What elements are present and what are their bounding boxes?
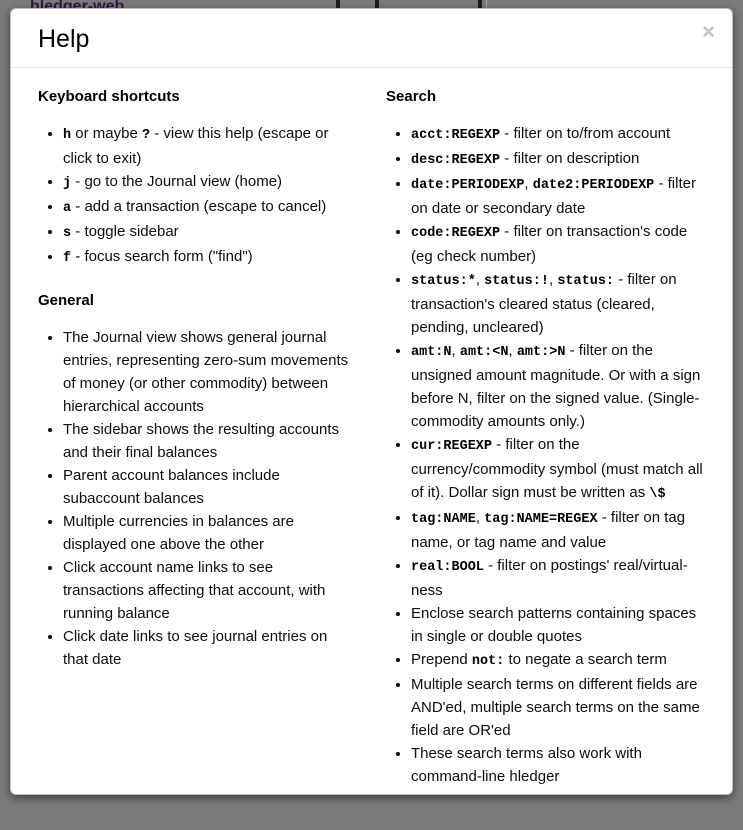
list-item: • Parent account balances include subaccount balances — [63, 464, 353, 510]
code-term: code:REGEXP — [411, 226, 501, 241]
list-item: • code:REGEXP - filter on transaction's code (eg check number) — [411, 220, 706, 268]
list-item: • The Journal view shows general journal entries, representing zero-sum movements of money (or other commodity) between hierarchical accounts — [63, 326, 353, 418]
background-heading-fragment — [375, 0, 379, 8]
list-item: • acct:REGEXP - filter on to/from account — [411, 122, 706, 147]
background-divider — [486, 0, 487, 8]
close-icon[interactable]: × — [702, 19, 715, 44]
list-item: • s - toggle sidebar — [63, 220, 353, 245]
background-heading-fragment — [336, 0, 340, 8]
code-term: \$ — [649, 487, 666, 502]
list-item: • cur:REGEXP - filter on the currency/commodity symbol (must match all of it). Dollar sign must be written as \$ — [411, 433, 706, 506]
code-term: acct:REGEXP — [411, 128, 501, 143]
code-term: status: — [557, 274, 615, 289]
code-term: s — [63, 226, 72, 241]
list-item: • Multiple currencies in balances are displayed one above the other — [63, 510, 353, 556]
code-term: ? — [141, 128, 151, 143]
code-term: amt:>N — [516, 345, 566, 360]
code-term: status:! — [484, 274, 549, 289]
code-term: date2:PERIODEXP — [532, 178, 655, 193]
code-term: h — [63, 128, 72, 143]
list-item: • Click account name links to see transactions affecting that account, with running balance — [63, 556, 353, 625]
list-item: • status:*, status:!, status: - filter on transaction's cleared status (cleared, pending, uncleared) — [411, 268, 706, 339]
list-item: • desc:REGEXP - filter on description — [411, 147, 706, 172]
left-column — [38, 84, 375, 810]
list-item: • Prepend not: to negate a search term — [411, 648, 706, 673]
modal-title: Help — [38, 25, 90, 53]
list-item: • date:PERIODEXP, date2:PERIODEXP - filter on date or secondary date — [411, 172, 706, 220]
modal-body — [11, 68, 732, 830]
search-list — [386, 122, 706, 788]
keyboard-shortcuts-list — [38, 122, 353, 270]
code-term: date:PERIODEXP — [411, 178, 525, 193]
code-term: cur:REGEXP — [411, 439, 493, 454]
list-item: • amt:N, amt:<N, amt:>N - filter on the unsigned amount magnitude. Or with a sign before N, filter on the signed value. (Single-commodity amounts only.) — [411, 339, 706, 433]
code-term: real:BOOL — [411, 560, 484, 575]
background-heading-fragment — [478, 0, 482, 8]
search-heading: Search — [386, 88, 437, 105]
code-term: tag:NAME=REGEX — [484, 512, 598, 527]
modal-backdrop[interactable] — [0, 0, 743, 8]
list-item: • Enclose search patterns containing spaces in single or double quotes — [411, 602, 706, 648]
help-modal — [10, 8, 733, 795]
list-item: • j - go to the Journal view (home) — [63, 170, 353, 195]
list-item: • tag:NAME, tag:NAME=REGEX - filter on tag name, or tag name and value — [411, 506, 706, 554]
code-term: a — [63, 201, 72, 216]
code-term: f — [63, 251, 72, 266]
general-list — [38, 326, 353, 671]
list-item: • The sidebar shows the resulting accounts and their final balances — [63, 418, 353, 464]
code-term: amt:<N — [459, 345, 509, 360]
list-item: • h or maybe ? - view this help (escape or click to exit) — [63, 122, 353, 170]
general-heading: General — [38, 292, 94, 309]
keyboard-shortcuts-heading: Keyboard shortcuts — [38, 88, 180, 105]
list-item: • Multiple search terms on different fields are AND'ed, multiple search terms on the same field are OR'ed — [411, 673, 706, 742]
code-term: desc:REGEXP — [411, 153, 501, 168]
right-column — [375, 84, 712, 810]
code-term: tag:NAME — [411, 512, 476, 527]
code-term: status:* — [411, 274, 476, 289]
code-term: amt:N — [411, 345, 452, 360]
list-item: • real:BOOL - filter on postings' real/virtual-ness — [411, 554, 706, 602]
list-item: • Click date links to see journal entries on that date — [63, 625, 353, 671]
list-item: • a - add a transaction (escape to cancel) — [63, 195, 353, 220]
code-term: not: — [471, 654, 505, 669]
code-term: j — [63, 176, 72, 191]
modal-header — [11, 9, 732, 68]
list-item: • f - focus search form ("find") — [63, 245, 353, 270]
list-item: • These search terms also work with command-line hledger — [411, 742, 706, 788]
